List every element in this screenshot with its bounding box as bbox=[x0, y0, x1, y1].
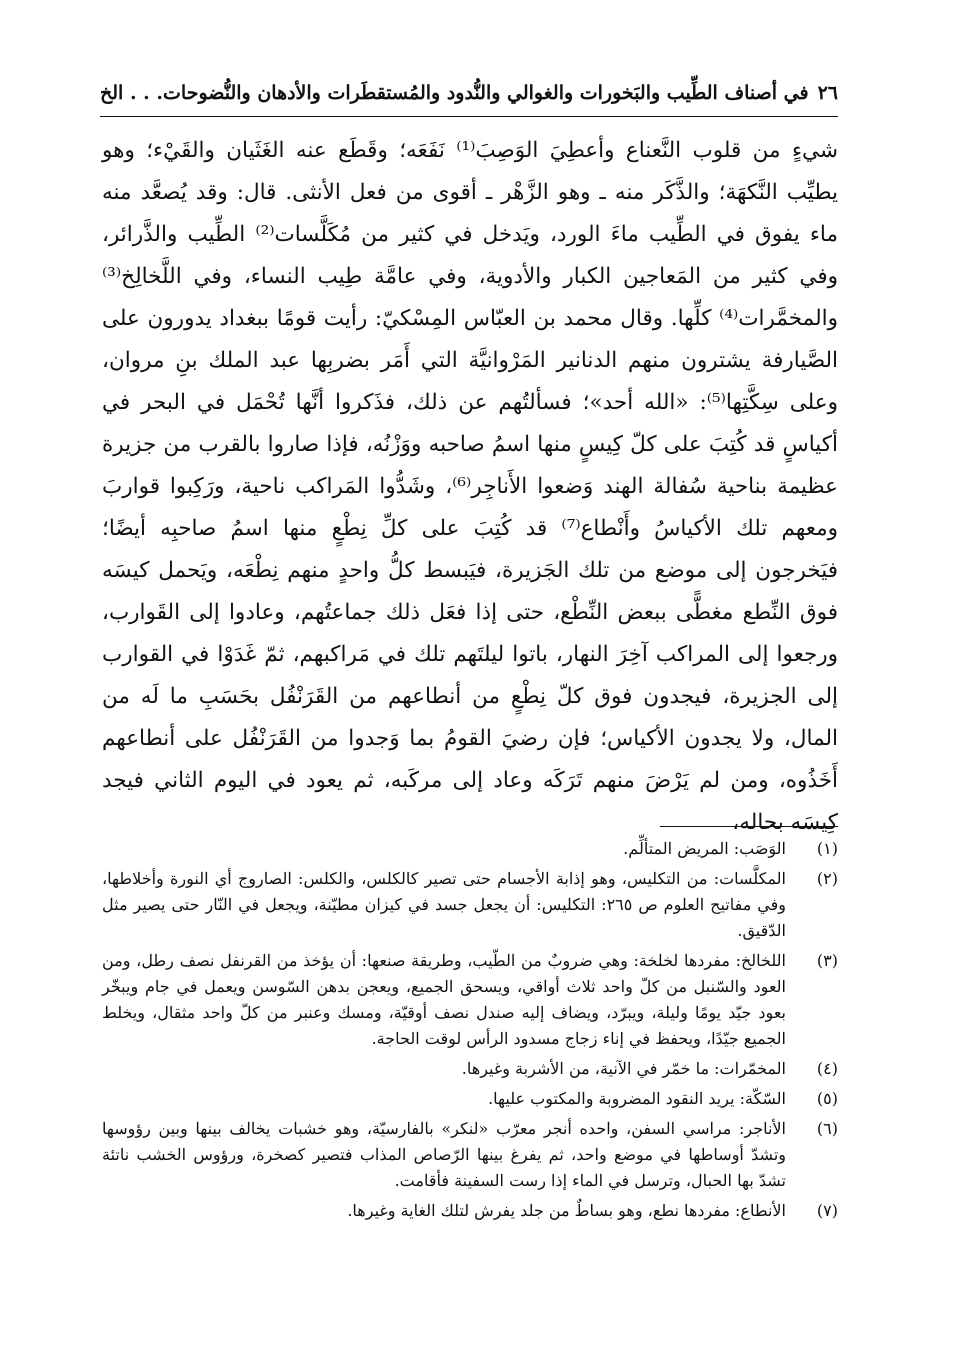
page-number: ٢٦ bbox=[817, 82, 838, 104]
footnote-text: الوَصَب: المريض المتألِّم. bbox=[623, 839, 786, 858]
footnote-number: (٤) bbox=[816, 1059, 838, 1078]
footnote-number: (٣) bbox=[816, 951, 838, 970]
main-paragraph: شيءٍ من قلوب النَّعناع وأعطِيَ الوَصِبَ⁽¹⁾ نَفَعَه؛ وقَطَع عنه الغَثَيان والقَيْء؛ وهو يطيِّب النَّكهَة؛ والذَّكَر منه ـ وهو الزَّهْر ـ أقوى من فعل الأنثى. قال: وقد يُصعَّد منه ماء يفوق في الطِّيب ماءَ الورد، ويَدخل في كثير من مُكَلَّسات⁽²⁾ الطِّيب والذَّرائر، وفي كثير من المَعاجين الكبار والأدوية، وفي عامَّة طِيب النساء، وفي اللَّخالِخ⁽³⁾ والمخمَّرات⁽⁴⁾ كلِّها. وقال محمد بن العبّاس المِسْكيّ: رأيت قومًا ببغداد يدورون على الصَّيارفة يشترون منهم الدنانير المَرْوانيَّة التي أَمَر بضربِها عبد الملك بنِ مروان، وعلى سِكَّتِها⁽⁵⁾: «الله أحد»؛ فسألتُهم عن ذلك، فذَكروا أنَّها تُحْمَل في البحر في أكياسٍ قد كُتِبَ على كلّ كِيسٍ منها اسمُ صاحبه ووَزْنُه، فإذا صاروا بالقرب من جزيرة عظيمة بناحية سُفالة الهند وَضعوا الأَناجِر⁽⁶⁾، وشَدُّوا المَراكب ناحية، ورَكِبوا قواربَ ومعهم تلك الأكياسُ وأَنْطاع⁽⁷⁾ قد كُتِبَ على كلِّ نِطْعٍ منها اسمُ صاحبِه أيضًا؛ فيَخرجون إلى موضع من تلك الجَزيرة، فيَبسط كلُّ واحدٍ منهم نِطْعَه، ويَحمل كيسَه فوق النِّطع مغطًّى ببعض النِّطْع، حتى إذا فعَل ذلك جماعتُهم، وعادوا إلى القَوارب، ورجعوا إلى المراكب آخِرَ النهار، باتوا ليلتَهم تلك في مَراكبهم، ثمّ غَدَوْا في القوارب إلى الجزيرة، فيجدون فوق كلّ نِطْعٍ من أنطاعهم من القَرَنْفُل بحَسَبِ ما لَه من المال، ولا يجدون الأكياس؛ فإن رضيَ القومُ بما وَجدوا من القَرَنْفُل على أنطاعهم أَخَذُوه، ومن لم يَرْضَ منهم تَرَكَه وعاد إلى مركَبه، ثم يعود في اليوم الثاني فيجد كِيسَه بحاله، bbox=[102, 138, 839, 835]
footnotes bbox=[102, 836, 838, 1228]
page-header bbox=[100, 82, 838, 112]
footnote-divider bbox=[660, 826, 838, 827]
footnote-number: (٦) bbox=[816, 1119, 838, 1138]
footnote-2 bbox=[102, 866, 838, 944]
footnote-number: (٢) bbox=[816, 869, 838, 888]
footnote-text: الأناجر: مراسي السفن، واحده أنجر معرّب «لنكر» بالفارسيّة، وهو خشبات يخالف بينها وبين رؤوسها وتشدّ أوساطها في موضع واحد، ثم يفرغ بينها الرّصاص المذاب فتصير كصخرة، ورؤوس الخشب ناتئة تشدّ بها الحبال، وترسل في الماء إذا رست السفينة فأقامت. bbox=[102, 1119, 786, 1190]
footnote-text: الأنطاع: مفردها نطع، وهو بساطٌ من جلد يفرش لتلك الغاية وغيرها. bbox=[347, 1201, 786, 1220]
footnote-text: السّكّة: يريد النقود المضروبة والمكتوب عليها. bbox=[488, 1089, 786, 1108]
footnote-5 bbox=[102, 1086, 838, 1112]
footnote-4 bbox=[102, 1056, 838, 1082]
footnote-number: (٥) bbox=[816, 1089, 838, 1108]
main-text bbox=[102, 130, 838, 844]
footnote-text: اللخالخ: مفردها لخلخة: وهي ضروبٌ من الطّيب، وطريقة صنعها: أن يؤخذ من القرنفل نصف رطل، ومن العود والسّنبل من كلّ واحد ثلاث أواقي، ويسحق الجميع، ويعجن بدهن السّوسن ويعمل في جام ويبخّر بعود جيّد يومًا وليلة، ويبرّد، ويضاف إليه صندل نصف أوقيّة، ومسك وعنبر من كلّ واحد مثقال، ويخلط الجميع جيّدًا، ويحفظ في إناء زجاج مسدود الرأس لوقت الحاجة. bbox=[102, 951, 787, 1048]
header-divider bbox=[100, 116, 838, 117]
footnote-number: (٧) bbox=[816, 1201, 838, 1220]
footnote-text: المخمّرات: ما خمّر في الآنية، من الأشربة وغيرها. bbox=[461, 1059, 786, 1078]
footnote-6 bbox=[102, 1116, 838, 1194]
footnote-number: (١) bbox=[816, 839, 838, 858]
footnote-1 bbox=[102, 836, 838, 862]
footnote-text: المكلَّسات: من التكليس، وهو إذابة الأجسام حتى تصير كالكلس، والكلس: الصاروج أي النورة وأخلاطها، وفي مفاتيح العلوم ص ٢٦٥: التكليس: أن يجعل جسد في كيزان مطيّنة، ويجعل في النّار حتى يصير مثل الدّقيق. bbox=[102, 869, 786, 940]
running-title: في أصناف الطِّيب والبَخورات والغوالي والنُّدود والمُستقطَرات والأدهان والنُّضوحات. . . الخ bbox=[100, 82, 809, 104]
footnote-3 bbox=[102, 948, 838, 1052]
footnote-7 bbox=[102, 1198, 838, 1224]
